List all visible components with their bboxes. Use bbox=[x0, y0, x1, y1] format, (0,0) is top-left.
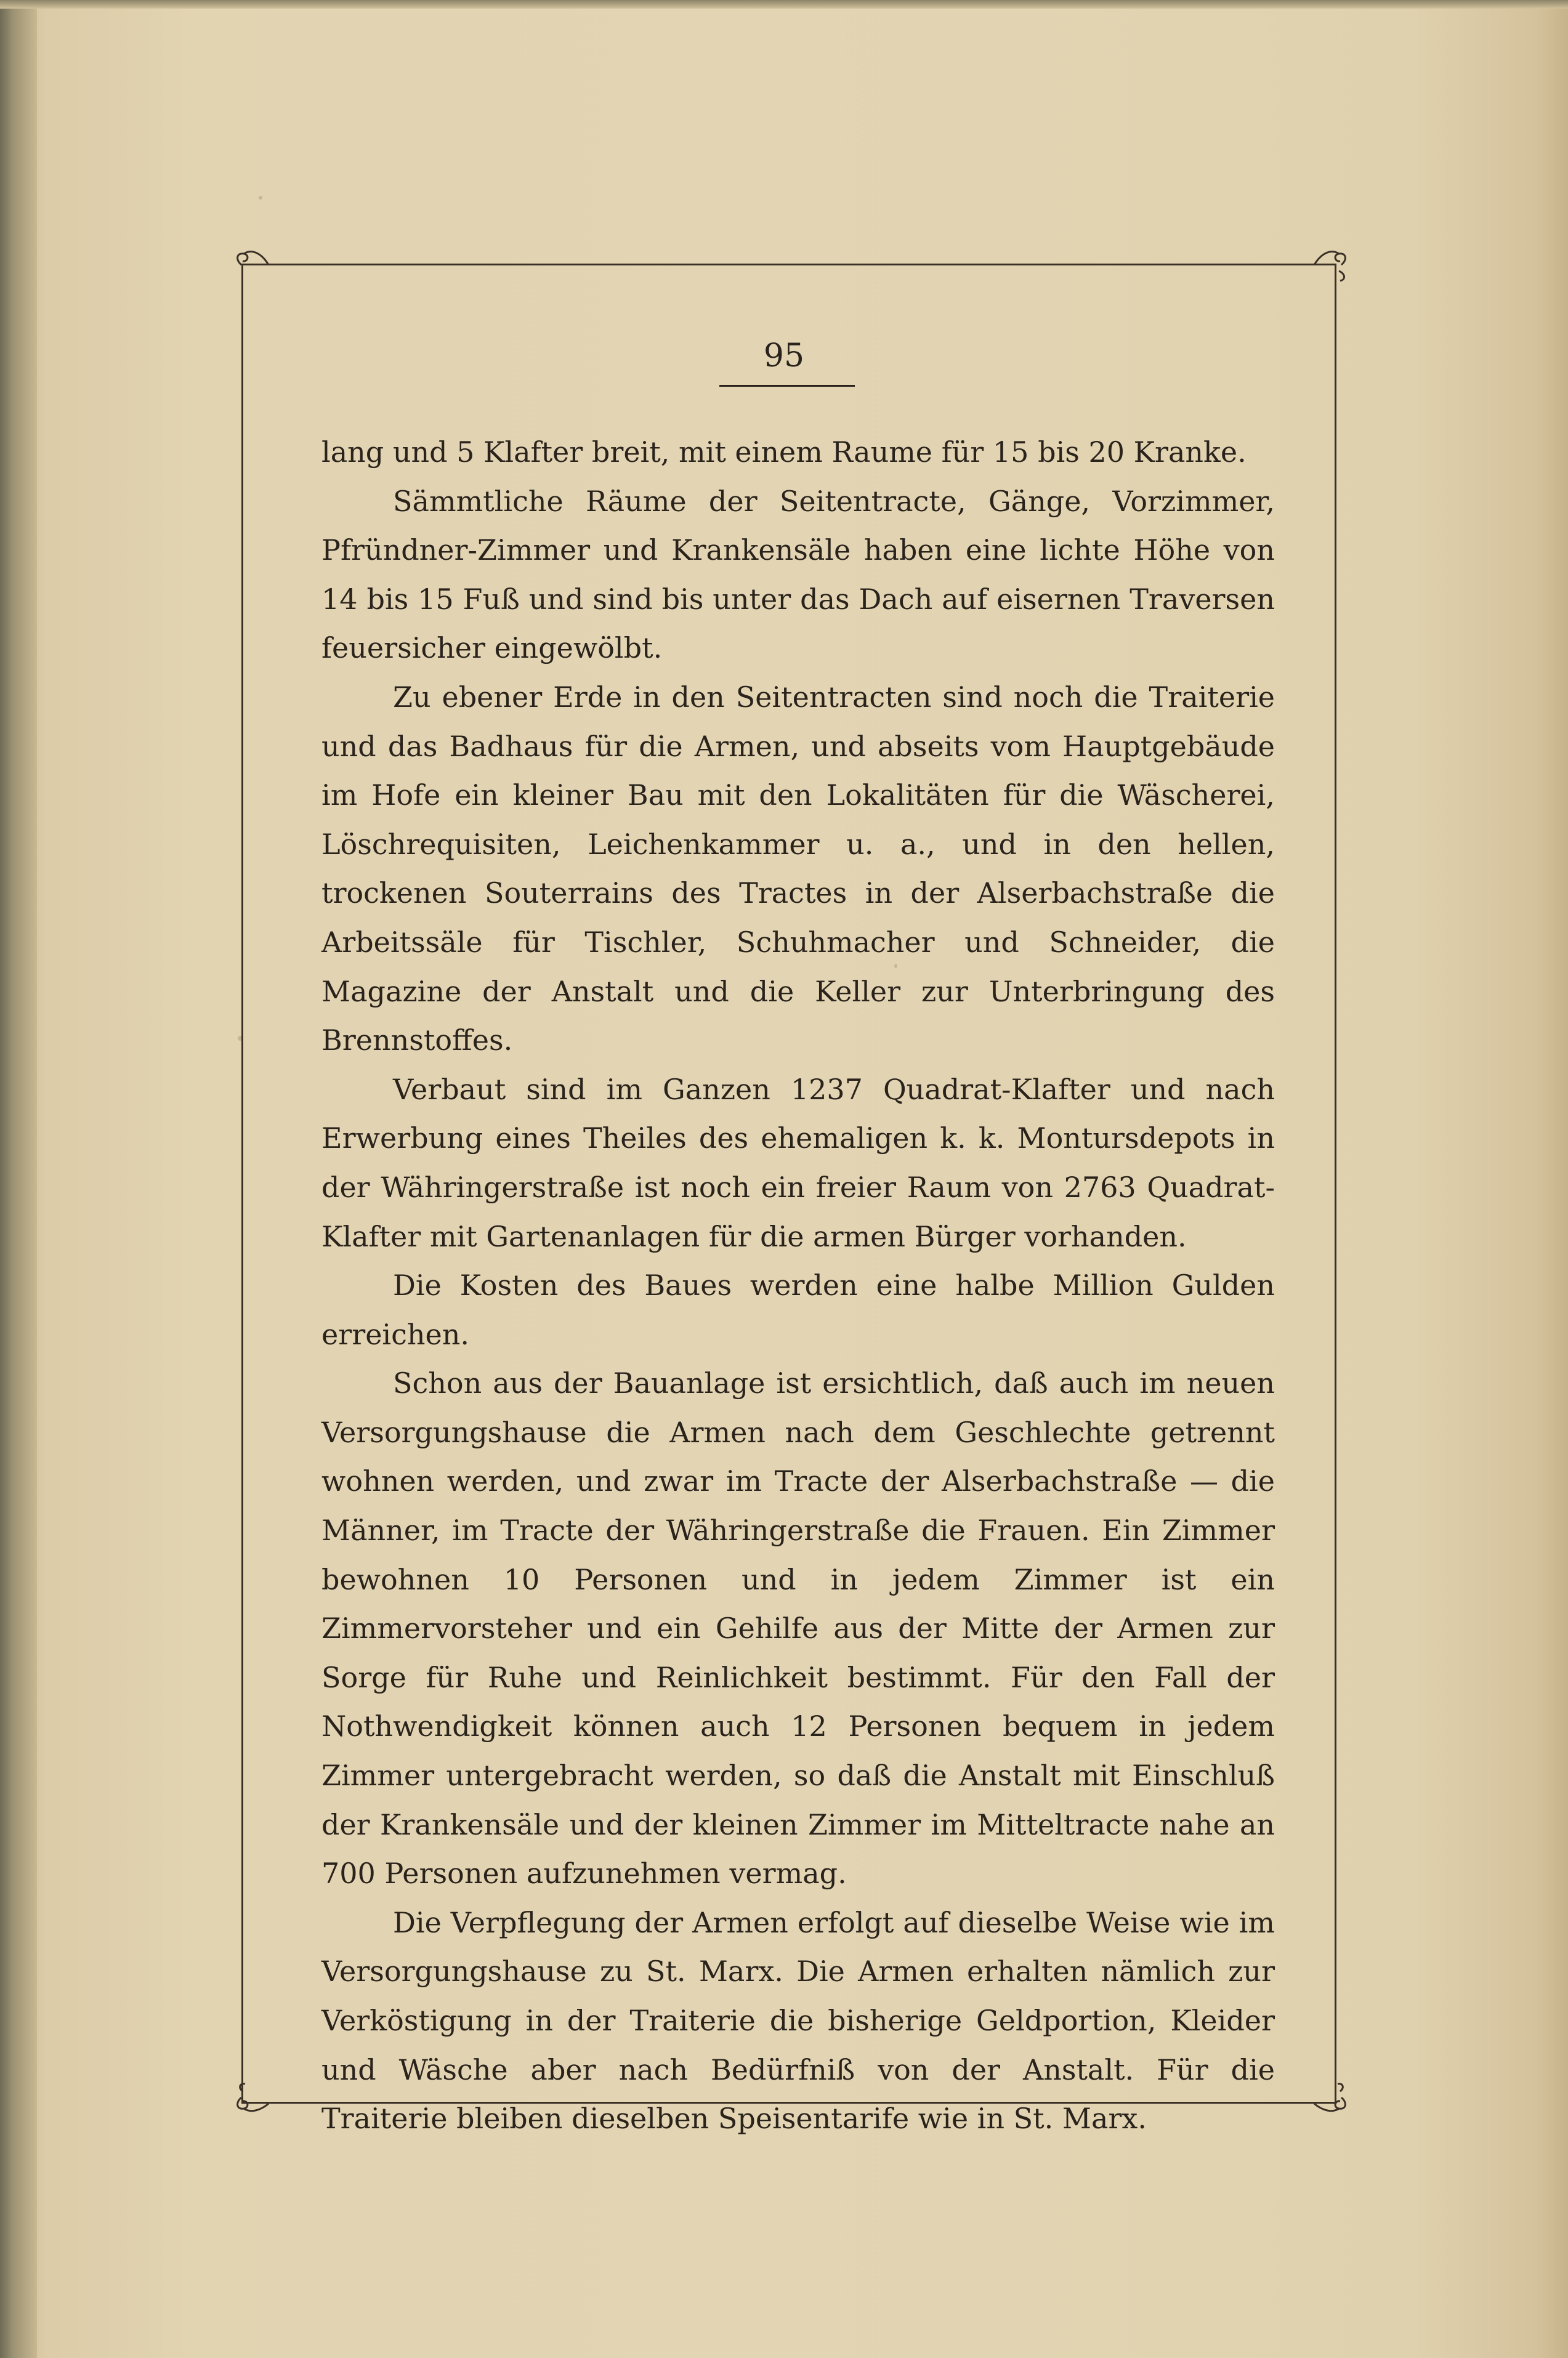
paragraph: Zu ebener Erde in den Seitentracten sind noch die Traiterie und das Badhaus für die Armen, und abseits vom Hauptgebäude im Hofe ein kleiner Bau mit den Lokalitäten für die Wäscherei, Löschrequisiten, Leichenkammer u. a., und in den hellen, trockenen Souterrains des Tractes in der Alserbachstraße die Arbeitssäle für Tischler, Schuhmacher und Schneider, die Magazine der Anstalt und die Keller zur Unterbringung des Brennstoffes. bbox=[321, 680, 1275, 1057]
corner-ornament-bottom-left-icon bbox=[229, 2079, 272, 2116]
paragraph-continuation: lang und 5 Klafter breit, mit einem Raume für 15 bis 20 Kranke. bbox=[321, 435, 1247, 469]
paragraph: Die Verpflegung der Armen erfolgt auf dieselbe Weise wie im Versorgungshause zu St. Marx. Die Armen erhalten nämlich zur Verköstigung in der Traiterie die bisherige Geldportion, Kleider und Wäsche aber nach Bedürfniß von der Anstalt. Für die Traiterie bleiben dieselben Speisentarife wie in St. Marx. bbox=[321, 1905, 1275, 2136]
body-text bbox=[321, 428, 1275, 2144]
corner-ornament-top-right-icon bbox=[1311, 246, 1354, 283]
paragraph: Verbaut sind im Ganzen 1237 Quadrat-Klafter und nach Erwerbung eines Theiles des ehemaligen k. k. Montursdepots in der Währingerstraße ist noch ein freier Raum von 2763 Quadrat-Klafter mit Gartenanlagen für die armen Bürger vorhanden. bbox=[321, 1072, 1275, 1253]
paragraph: Die Kosten des Baues werden eine halbe Million Gulden erreichen. bbox=[321, 1269, 1275, 1351]
paragraph: Sämmtliche Räume der Seitentracte, Gänge, Vorzimmer, Pfründner-Zimmer und Krankensäle haben eine lichte Höhe von 14 bis 15 Fuß und sind bis unter das Dach auf eisernen Traversen feuersicher eingewölbt. bbox=[321, 484, 1275, 665]
page-number: 95 bbox=[763, 337, 805, 374]
corner-ornament-top-left-icon bbox=[229, 246, 272, 283]
book-binding-top bbox=[0, 0, 1568, 9]
paper-spot bbox=[259, 196, 262, 200]
corner-ornament-bottom-right-icon bbox=[1311, 2079, 1354, 2116]
page-number-rule bbox=[719, 385, 855, 387]
paragraph: Schon aus der Bauanlage ist ersichtlich, daß auch im neuen Versorgungshause die Armen nach dem Geschlechte getrennt wohnen werden, und zwar im Tracte der Alserbachstraße — die Männer, im Tracte der Währingerstraße die Frauen. Ein Zimmer bewohnen 10 Personen und in jedem Zimmer ist ein Zimmervorsteher und ein Gehilfe aus der Mitte der Armen zur Sorge für Ruhe und Reinlichkeit bestimmt. Für den Fall der Nothwendigkeit können auch 12 Personen bequem in jedem Zimmer untergebracht werden, so daß die Anstalt mit Einschluß der Krankensäle und der kleinen Zimmer im Mitteltracte nahe an 700 Personen aufzunehmen vermag. bbox=[321, 1367, 1275, 1891]
